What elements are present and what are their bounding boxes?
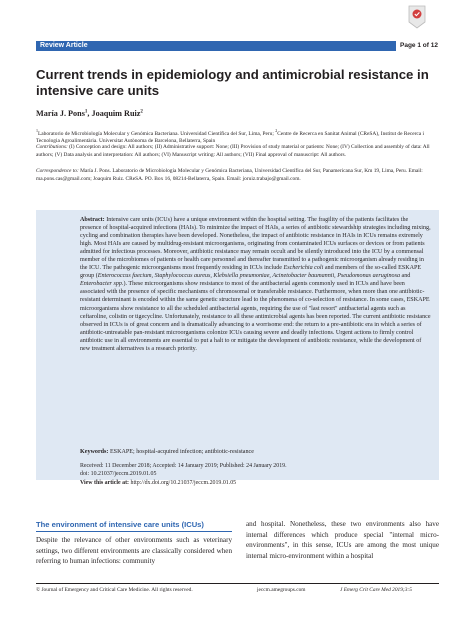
species-names: Enterococcus faecium, Staphylococcus aureus, Klebsiella pneumoniae, Acinetobacter baumannii, Pseudomonas aeruginosa: [97, 273, 400, 280]
article-link[interactable]: http://dx.doi.org/10.21037/jeccm.2019.01.05: [129, 479, 237, 486]
affiliation-mark: 1: [36, 128, 38, 133]
page-number: Page 1 of 12: [400, 42, 438, 49]
body-left-column: Despite the relevance of other environments such as veterinary settings, two different environments are classically considered when referring to human infections: community: [36, 536, 232, 566]
abstract-segment: Intensive care units (ICUs) have a unique environment within the hospital setting. The fragility of the patients facilitates the presence of hospital-acquired infections (HAIs). To minimize the impact of HAIs, a series of antibiotic stewardship strategies including mixing, cycling and combination therapies have been developed. Nonetheless, the impact of antibiotic resistance in HAIs in ICUs remains extremely high. Most HAIs are caused by multidrug-resistant microorganisms, originating from contaminated ICUs surfaces or devices or from patients admitted for infectious processes. Moreover, antibiotic resistance may remain occult and be silently introduced into the ICU by a commensal member of the microbiomes of patients or health care personnel and thereafter transmitted to a pathogenic microorganism already residing in the ICU. The pathogenic microorganisms most frequently residing in ICUs include: [80, 217, 431, 272]
contributions: [36, 144, 440, 159]
article-title: Current trends in epidemiology and antimicrobial resistance in intensive care units: [36, 67, 429, 98]
author-affiliation-mark: 2: [140, 109, 143, 115]
affiliation-mark: 2: [275, 128, 278, 133]
view-article-label: View this article at:: [80, 479, 130, 486]
abstract-label: Abstract:: [80, 217, 105, 223]
section-label: Review Article: [40, 42, 88, 49]
keywords: [80, 448, 431, 456]
received-dates: Received: 11 December 2018; Accepted: 14 January 2019; Published: 24 January 2019.: [80, 463, 287, 469]
article-history: [80, 462, 431, 487]
abstract-segment: and members of the so-called ESKAPE group (: [80, 265, 422, 280]
section-heading: The environment of intensive care units (ICUs): [36, 520, 204, 529]
correspondence-label: Correspondence to:: [36, 168, 79, 174]
section-heading-rule: [36, 531, 232, 532]
keywords-label: Keywords:: [80, 449, 109, 455]
keywords-text: ESKAPE; hospital-acquired infection; antibiotic-resistance: [108, 449, 254, 455]
check-for-updates-icon[interactable]: [406, 4, 428, 30]
author-list: [36, 109, 143, 118]
abstract-segment: ). These microorganisms show resistance to most of the antibacterial agents commonly used in ICUs and have been associated with the presence of specific mechanisms of chromosomal or transferable resistance. Furthermore, when more than one antibiotic-resistant determinant is encoded within the same genetic structure lead to the phenomena of co-selection of resistance. In some cases, ESKAPE microorganisms show resistance to all the scheduled antibacterial agents, requiring the use of "last resort" antibacterial agents such as ceftaroline, colistin or tigecycline. Unfortunately, resistance to all these antimicrobial agents has been reported. The current antibiotic resistance observed in ICUs is of great concern and is dramatically advancing to a worrisome end: the return to a pre-antibiotic era in which a series of antibiotic-untreatable pan-resistant microorganisms colonize ICUs causing severe and deadly infections. Urgent actions to firmly control antibiotic use in all environments are essential to put a halt to or mitigate the development of antibiotic resistance, while the development of new treatment alternatives is a research priority.: [80, 281, 431, 352]
view-article-line: [80, 479, 431, 487]
abstract-segment: and: [400, 273, 411, 280]
affiliation-text: Centre de Recerca en Sanitat Animal (CReSA), Institut de Recerca i Tecnologia Agroalimentària. Universitat Autònoma de Barcelona, Bellaterra, Spain: [36, 130, 425, 145]
author-name: María J. Pons: [36, 109, 85, 118]
species-name: Escherichia coli: [283, 265, 324, 272]
footer-citation: J Emerg Crit Care Med 2019;3:5: [340, 587, 412, 593]
body-right-column: and hospital. Nonetheless, these two environments also have internal differences which produce special "internal micro-environments", in this sense, ICUs are among the most unique internal micro-environment within a hospital: [246, 520, 439, 560]
affiliation-text: Laboratorio de Microbiología Molecular y Genómica Bacteriana. Universidad Científica del Sur, Lima, Peru;: [38, 130, 276, 137]
author-affiliation-mark: 1: [84, 109, 88, 115]
species-name: Enterobacter spp.: [80, 281, 124, 288]
correspondence-text: María J. Pons. Laboratorio de Microbiología Molecular y Genómica Bacteriana, Universidad Científica del Sur, Panamericana Sur, Km 19, Lima, Peru. Email: ma.pons.cas@gmail.com; Joaquim Ruiz. CReSA. PO. Box 16, 08214-Bellaterra, Spain. Email: joruiz.trabajo@gmail.com.: [36, 168, 423, 182]
footer-copyright: © Journal of Emergency and Critical Care Medicine. All rights reserved.: [36, 587, 193, 593]
author-separator: ,: [87, 109, 92, 118]
section-bar: [36, 41, 396, 51]
abstract-text: [80, 216, 431, 353]
footer-rule: [36, 583, 439, 584]
author-name: Joaquim Ruiz: [91, 109, 141, 118]
doi[interactable]: doi: 10.21037/jeccm.2019.01.05: [80, 471, 157, 478]
contributions-text: (I) Conception and design: All authors; (II) Administrative support: None; (III) Provision of study material or patients: None; (IV) Collection and assembly of data: All authors; (V) Data analysis and interpretation: All authors; (VI) Manuscript writing: All authors; (VII) Final approval of manuscript: All authors.: [36, 144, 430, 158]
correspondence: [36, 168, 440, 183]
contributions-label: Contributions:: [36, 144, 68, 150]
footer-website[interactable]: jeccm.amegroups.com: [257, 587, 306, 593]
